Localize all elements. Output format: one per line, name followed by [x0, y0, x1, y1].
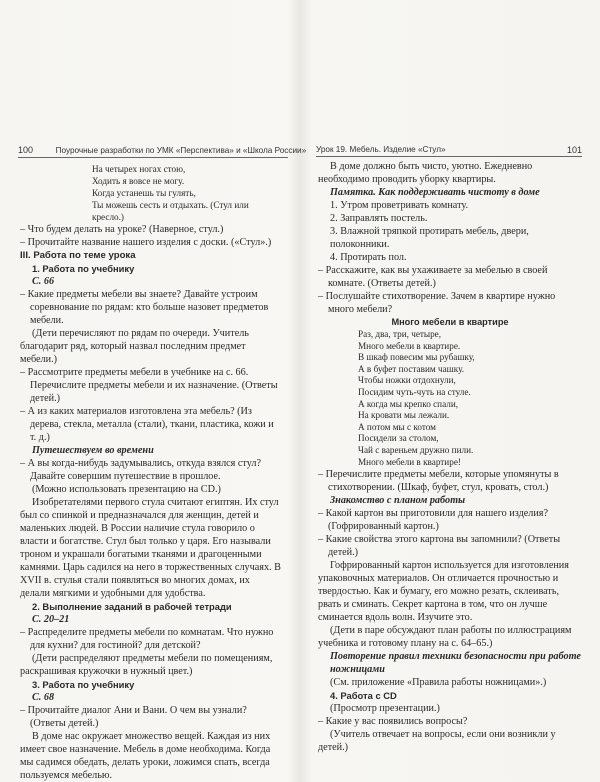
text-line: – Что будем делать на уроке? (Наверное, стул.) — [20, 224, 224, 235]
text-line: III. Работа по теме урока — [20, 250, 136, 261]
text-line: С. 66 — [32, 276, 55, 287]
text-line: 3. Влажной тряпкой протирать мебель, двери, полоконники. — [330, 226, 529, 250]
right-page-number: 101 — [566, 145, 582, 155]
poem-line: Посидели за столом, — [358, 433, 439, 444]
text-line: (Дети распределяют предметы мебели по помещениям, раскрашивая кружочки в нужный цвет.) — [20, 653, 273, 677]
text-line: 1. Работа по учебнику — [32, 263, 135, 274]
text-line: 2. Заправлять постель. — [330, 213, 428, 224]
right-header-title: Урок 19. Мебель. Изделие «Стул» — [316, 145, 446, 154]
left-page-number: 100 — [18, 145, 34, 155]
text-line: – Рассмотрите предметы мебели в учебнике на с. 66. Перечислите предметы мебели и их назначение. (Ответы детей.) — [20, 367, 278, 404]
poem-line: А в буфет поставим чашку. — [358, 363, 465, 374]
text-line: (Дети перечисляют по рядам по очереди. Учитель благодарит ряд, который назвал последним предмет мебели.) — [20, 328, 249, 365]
text-line: – Какие у вас появились вопросы? — [318, 716, 468, 728]
text-line: – А из каких материалов изготовлена эта мебель? (Из дерева, стекла, металла (стали), ткани, пластика, кожи и т. д.) — [20, 406, 274, 443]
right-poem — [318, 329, 582, 468]
text-line: Повторение правил техники безопасности при работе ножницами — [330, 651, 581, 676]
text-line: – Перечислите предметы мебели, которые упомянуты в стихотворении. (Шкаф, буфет, стул, кровать, стол.) — [318, 469, 559, 494]
text-line: Путешествуем во времени — [32, 445, 154, 456]
poem-line: Чай с вареньем дружно пили. — [358, 444, 474, 455]
right-body-top — [318, 160, 582, 316]
text-line: – Распределите предметы мебели по комнатам. Что нужно для кухни? для гостиной? для детской? — [20, 627, 274, 651]
text-line: – Какие предметы мебели вы знаете? Давайте устроим соревнование по рядам: кто больше назовет предметов мебели. — [20, 289, 269, 326]
text-line: – Какой картон вы приготовили для нашего изделия? (Гофрированный картон.) — [318, 508, 549, 533]
poem-line: Посидим чуть-чуть на стуле. — [358, 386, 471, 397]
poem-line: Раз, два, три, четыре, — [358, 329, 442, 339]
text-line: (Просмотр презентации.) — [330, 703, 440, 715]
text-line: С. 20–21 — [32, 614, 70, 625]
left-running-header — [18, 145, 307, 158]
text-line: – Прочитайте диалог Ани и Вани. О чем вы узнали? (Ответы детей.) — [20, 705, 247, 729]
text-line: Памятка. Как поддерживать чистоту в доме — [330, 187, 540, 198]
text-line: (Можно использовать презентацию на CD.) — [32, 484, 221, 495]
text-line: (Дети в паре обсуждают план работы по иллюстрациям учебника и готовому плану на с. 64–65.) — [318, 625, 572, 650]
poem-line: Ты можешь сесть и отдыхать. (Стул или кресло.) — [92, 200, 249, 222]
text-line: В доме должно быть чисто, уютно. Ежедневно необходимо проводить уборку квартиры. — [318, 161, 533, 185]
text-line: 3. Работа по учебнику — [32, 679, 135, 690]
text-line: – Какие свойства этого картона вы запомнили? (Ответы детей.) — [318, 534, 561, 559]
poem-line: В шкаф повесим мы рубашку, — [358, 352, 475, 363]
text-line: (См. приложение «Правила работы ножницами».) — [330, 677, 547, 689]
text-line: – Расскажите, как вы ухаживаете за мебелью в своей комнате. (Ответы детей.) — [318, 265, 548, 289]
left-text-column — [20, 163, 282, 782]
poem-line: На четырех ногах стою, — [92, 164, 186, 174]
poem-line: На кровати мы лежали. — [358, 410, 450, 421]
poem-line: А когда мы крепко спали, — [358, 398, 459, 409]
poem-line: Ходить я вовсе не могу. — [92, 176, 185, 186]
right-body-bottom — [318, 468, 582, 754]
text-line: 1. Утром проветривать комнату. — [330, 200, 469, 211]
poem-line: Много мебели в квартире. — [358, 340, 461, 351]
text-line: В доме нас окружает множество вещей. Каждая из них имеет свое назначение. Мебель в доме необходима. Когда мы садимся обедать, делать уроки, ложимся спать, всегда пользуемся мебелью. — [20, 731, 271, 781]
text-line: С. 68 — [32, 692, 55, 703]
poem-line: Когда устанешь ты гулять, — [92, 188, 196, 198]
right-running-header — [316, 145, 582, 157]
left-body — [20, 223, 282, 782]
text-line: – А вы когда-нибудь задумывались, откуда взялся стул? Давайте совершим путешествие в прошлое. — [20, 458, 261, 482]
left-header-title: Поурочные разработки по УМК «Перспектива» и «Школа России» — [55, 146, 307, 155]
text-line: – Послушайте стихотворение. Зачем в квартире нужно много мебели? — [318, 291, 556, 315]
text-line: 4. Работа с CD — [330, 690, 397, 702]
poem-title: Много мебели в квартире — [391, 317, 509, 327]
poem-line: Много мебели в квартире! — [358, 456, 461, 467]
text-line: – Прочитайте название нашего изделия с доски. («Стул».) — [20, 237, 272, 248]
text-line: Знакомство с планом работы — [330, 495, 466, 507]
text-line: (Учитель отвечает на вопросы, если они возникли у детей.) — [318, 729, 556, 754]
right-text-column — [318, 160, 582, 754]
text-line: Гофрированный картон используется для изготовления упаковочных материалов. Он отличается прочностью и твердостью. Как и бумагу, его можно резать, склеивать, рвать и сминать. Секрет картона в том, что он лучше сминается вдоль волн. Изучите это. — [318, 560, 569, 624]
text-line: Изобретателями первого стула считают египтян. Их стул был со спинкой и предназначался для женщин, детей и маленьких людей. В России наличие стула говорило о власти и богатстве. Стул был только у царя. Его называли троном и украшали богатыми тканями и драгоценными камнями. Царь садился на него в торжественных случаях. В XVII в. стулья стали появляться во многих домах, их делали мягкими и удобными для удобства. — [20, 497, 281, 599]
poem-line: Чтобы ножки отдохнули, — [358, 375, 456, 386]
text-line: 4. Протирать пол. — [330, 252, 407, 263]
poem-line: А потом мы с котом — [358, 421, 436, 432]
text-line: 2. Выполнение заданий в рабочей тетради — [32, 601, 232, 612]
left-poem — [20, 163, 282, 223]
